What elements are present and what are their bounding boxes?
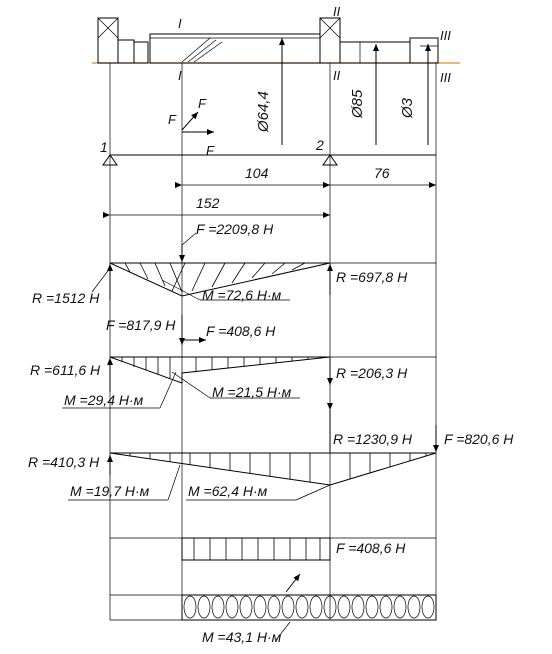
k-fk-label: F =820,6 Н: [444, 431, 514, 447]
h-r1-label: R =1512 Н: [32, 290, 100, 306]
v-r1-label: R =611,6 Н: [30, 362, 101, 378]
v-fr-label: F =817,9 Н: [106, 317, 176, 333]
support-1-label: 1: [100, 139, 108, 155]
k-r1-label: R =410,3 Н: [28, 454, 100, 470]
force-ft-label: F: [168, 112, 176, 127]
v-mr-label: M =21,5 Н·м: [212, 384, 292, 400]
k-m1-label: M =19,7 Н·м: [70, 483, 150, 499]
v-r2-label: R =206,3 Н: [336, 365, 408, 381]
support-2-label: 2: [316, 137, 324, 153]
section-3-label-bottom: III: [440, 70, 451, 85]
section-1-label-bottom: I: [178, 68, 182, 83]
dimension-104: 104: [245, 165, 269, 181]
k-m2-label: M =62,4 Н·м: [188, 483, 268, 499]
section-2-label-bottom: II: [333, 68, 341, 83]
diameter-label-3: Ø3: [399, 97, 416, 118]
h-ft-label: F =2209,8 Н: [196, 221, 274, 237]
torque-mk-label: M =43,1 Н·м: [202, 629, 282, 645]
cantilever-moment-diagram: [110, 453, 436, 485]
section-2-label-top: II: [333, 4, 341, 19]
axial-fa-label: F =408,6 Н: [336, 540, 406, 556]
k-r2-label: R =1230,9 Н: [333, 431, 412, 447]
v-fa-label: F =408,6 Н: [206, 323, 276, 339]
h-moment-label: M =72,6 Н·м: [202, 287, 282, 303]
torque-diagram: [110, 595, 436, 620]
dimension-lines: [110, 185, 436, 215]
force-fr-label: F: [198, 96, 206, 111]
h-r2-label: R =697,8 Н: [336, 269, 408, 285]
diameter-label-2: Ø85: [349, 89, 366, 118]
section-1-label-top: I: [178, 16, 182, 31]
bearing-right: [320, 18, 340, 63]
bearing-left: [98, 18, 118, 63]
v-ml-label: M =29,4 Н·м: [64, 392, 144, 408]
section-3-label-top: III: [440, 28, 451, 43]
diameter-label-1: Ø64,4: [255, 91, 272, 132]
reference-lines: [110, 63, 436, 620]
force-arrow-fr: [182, 112, 198, 130]
force-fa-label: F: [206, 143, 214, 158]
dimension-76: 76: [374, 165, 390, 181]
dimension-152: 152: [196, 195, 220, 211]
shaft-sketch: [92, 18, 460, 63]
